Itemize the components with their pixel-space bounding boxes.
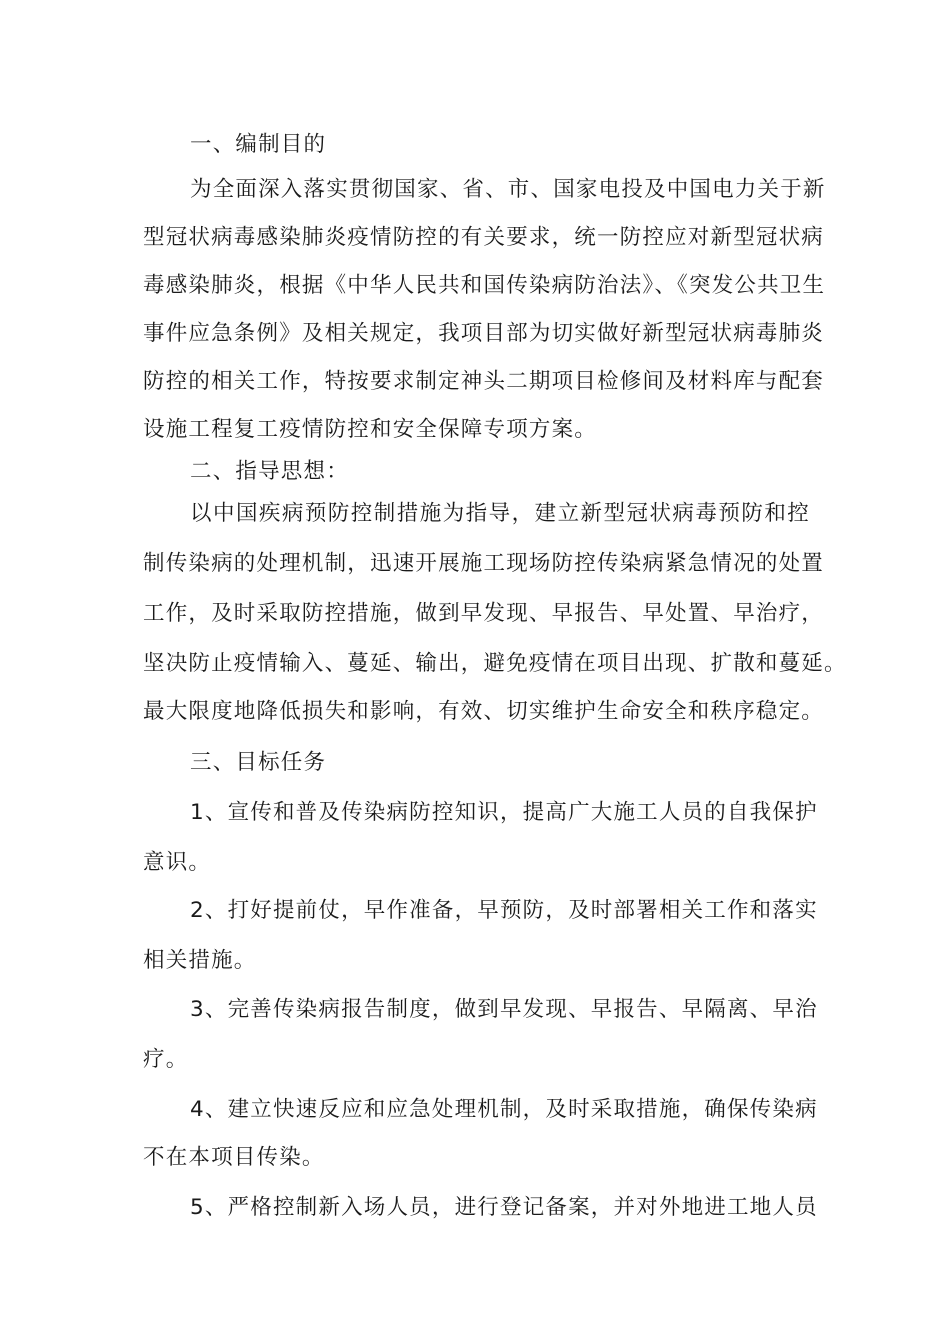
list-item bbox=[143, 1190, 818, 1230]
paragraph-line: 事件应急条例》及相关规定，我项目部为切实做好新型冠状病毒肺炎 bbox=[143, 321, 825, 346]
list-item-line: 4、建立快速反应和应急处理机制，及时采取措施，确保传染病 bbox=[190, 1097, 818, 1122]
list-item bbox=[143, 992, 818, 1072]
list-item-line: 相关措施。 bbox=[143, 948, 257, 973]
paragraph-line: 以中国疾病预防控制措施为指导，建立新型冠状病毒预防和控 bbox=[190, 501, 810, 526]
paragraph-line: 毒感染肺炎，根据《中华人民共和国传染病防治法》、《突发公共卫生 bbox=[143, 273, 826, 298]
list-item-line: 3、完善传染病报告制度，做到早发现、早报告、早隔离、早治 bbox=[190, 997, 818, 1022]
paragraph-line: 为全面深入落实贯彻国家、省、市、国家电投及中国电力关于新 bbox=[190, 177, 826, 202]
paragraph-2 bbox=[143, 496, 847, 726]
section-heading-2: 二、指导思想： bbox=[190, 459, 349, 484]
list-item-line: 2、打好提前仗，早作准备，早预防，及时部署相关工作和落实 bbox=[190, 898, 818, 923]
list-item bbox=[143, 795, 818, 875]
list-item-line: 意识。 bbox=[143, 850, 212, 875]
section-heading-3: 三、目标任务 bbox=[190, 750, 327, 775]
list-item-line: 不在本项目传染。 bbox=[143, 1145, 325, 1170]
section-heading-1: 一、编制目的 bbox=[190, 132, 327, 157]
paragraph-line: 最大限度地降低损失和影响，有效、切实维护生命安全和秩序稳定。 bbox=[143, 699, 825, 724]
list-item-line: 1、宣传和普及传染病防控知识，提高广大施工人员的自我保护 bbox=[190, 800, 818, 825]
paragraph-line: 工作，及时采取防控措施，做到早发现、早报告、早处置、早治疗， bbox=[143, 601, 825, 626]
paragraph-line: 防控的相关工作，特按要求制定神头二期项目检修间及材料库与配套 bbox=[143, 369, 825, 394]
list-item bbox=[143, 893, 818, 973]
paragraph-line: 设施工程复工疫情防控和安全保障专项方案。 bbox=[143, 417, 598, 442]
list-item-line: 5、严格控制新入场人员，进行登记备案，并对外地进工地人员 bbox=[190, 1195, 818, 1220]
paragraph-line: 型冠状病毒感染肺炎疫情防控的有关要求，统一防控应对新型冠状病 bbox=[143, 225, 825, 250]
paragraph-line: 坚决防止疫情输入、蔓延、输出，避免疫情在项目出现、扩散和蔓延。 bbox=[143, 651, 847, 676]
list-item bbox=[143, 1092, 818, 1172]
paragraph-line: 制传染病的处理机制，迅速开展施工现场防控传染病紧急情况的处置 bbox=[143, 551, 825, 576]
list-item-line: 疗。 bbox=[143, 1047, 189, 1072]
paragraph-1 bbox=[143, 172, 826, 442]
